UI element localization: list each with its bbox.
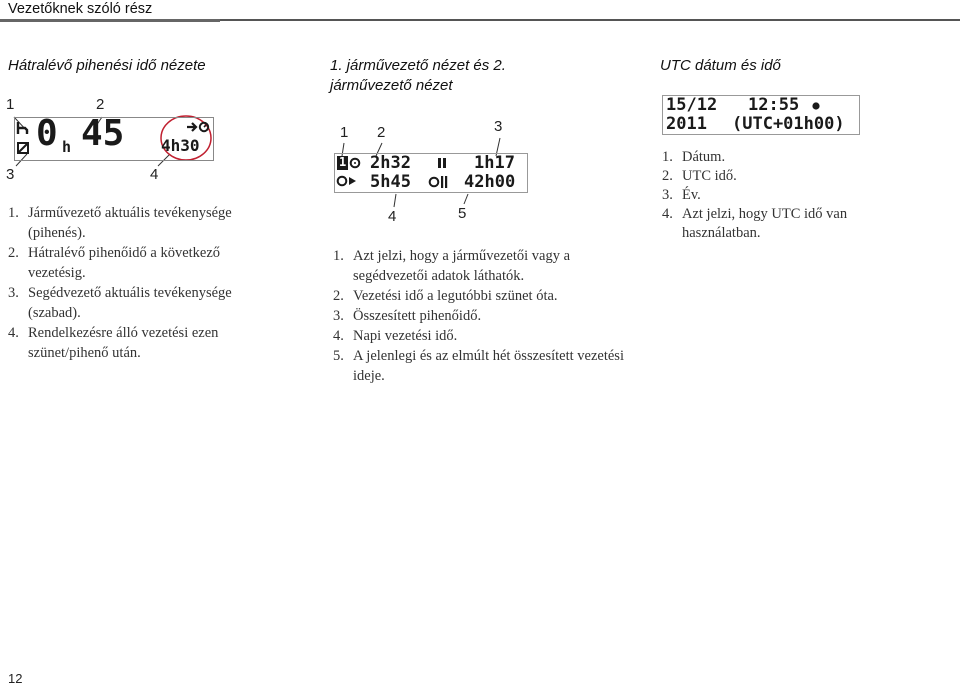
list-item: 4. Azt jelzi, hogy UTC idő van használatban.: [662, 206, 848, 241]
daily-driving-time: 5h45: [370, 172, 411, 192]
utc-time-value: 12:55: [748, 95, 800, 115]
two-week-driving-time: 42h00: [464, 172, 516, 192]
year-value: 2011: [666, 114, 707, 134]
list-item: 1. Azt jelzi, hogy a járművezetői vagy a segédvezetői adatok láthatók.: [333, 248, 571, 284]
date-value: 15/12: [666, 95, 718, 115]
col1-callout-3: 3: [6, 166, 15, 183]
col3-title: UTC dátum és idő: [660, 57, 781, 74]
list-item: 3. Év.: [662, 187, 701, 203]
driving-since-break: 2h32: [370, 153, 411, 173]
steering-wheel-icon: [349, 157, 361, 169]
available-driving-time: 4h30: [161, 136, 200, 155]
col2-legend-list: [333, 246, 633, 386]
list-item: 5. A jelenlegi és az elmúlt hét összesített vezetési ideje.: [333, 348, 624, 384]
section-title: Vezetőknek szóló rész: [8, 1, 153, 17]
utc-datetime-display: [662, 95, 860, 135]
remaining-hours-unit: h: [62, 138, 72, 156]
col1-legend-list: [8, 203, 268, 363]
remaining-minutes-value: 45: [81, 113, 125, 154]
list-item: 2. UTC idő.: [662, 168, 737, 184]
clock-dot-icon: [811, 101, 821, 111]
list-item: 2. Vezetési idő a legutóbbi szünet óta.: [333, 288, 558, 304]
list-item: 4. Napi vezetési idő.: [333, 328, 458, 344]
col1-callout-1: 1: [6, 96, 15, 113]
driver-times-display: [334, 153, 528, 193]
free-icon: [16, 141, 30, 155]
col2-callout-2: 2: [377, 124, 386, 141]
col1-callout-lines: [0, 0, 230, 200]
break-icon: [436, 157, 448, 169]
col2-title: 1. járművezető nézet és 2. járművezető nézet: [330, 57, 506, 94]
col1-callout-4: 4: [150, 166, 159, 183]
daily-driving-icon: [336, 175, 362, 187]
remaining-hours-value: 0: [36, 113, 58, 154]
list-item: 3. Segédvezető aktuális tevékenysége (szabad).: [8, 285, 232, 321]
col2-callout-1: 1: [340, 124, 349, 141]
driver-number-badge: 1: [339, 155, 347, 169]
col1-title: Hátralévő pihenési idő nézete: [8, 57, 206, 74]
page-number: 12: [8, 671, 23, 686]
bed-icon: [16, 121, 30, 135]
utc-offset-value: (UTC+01h00): [732, 114, 845, 134]
list-item: 4. Rendelkezésre álló vezetési ezen szünet/pihenő után.: [8, 325, 219, 361]
weekly-driving-icon: [428, 175, 450, 189]
list-item: 1. Járművezető aktuális tevékenysége (pihenés).: [8, 205, 232, 241]
list-item: 1. Dátum.: [662, 149, 726, 165]
col2-callout-3: 3: [494, 118, 503, 135]
list-item: 2. Hátralévő pihenőidő a következő vezetésig.: [8, 245, 221, 281]
col2-callout-4: 4: [388, 208, 397, 225]
col1-callout-2: 2: [96, 96, 105, 113]
rest-time-display: [14, 113, 214, 161]
next-driving-arrow-icon: [186, 120, 212, 134]
cumulative-break: 1h17: [474, 153, 515, 173]
col3-legend-list: [662, 148, 902, 243]
col2-callout-5: 5: [458, 205, 467, 222]
list-item: 3. Összesített pihenőidő.: [333, 308, 482, 324]
